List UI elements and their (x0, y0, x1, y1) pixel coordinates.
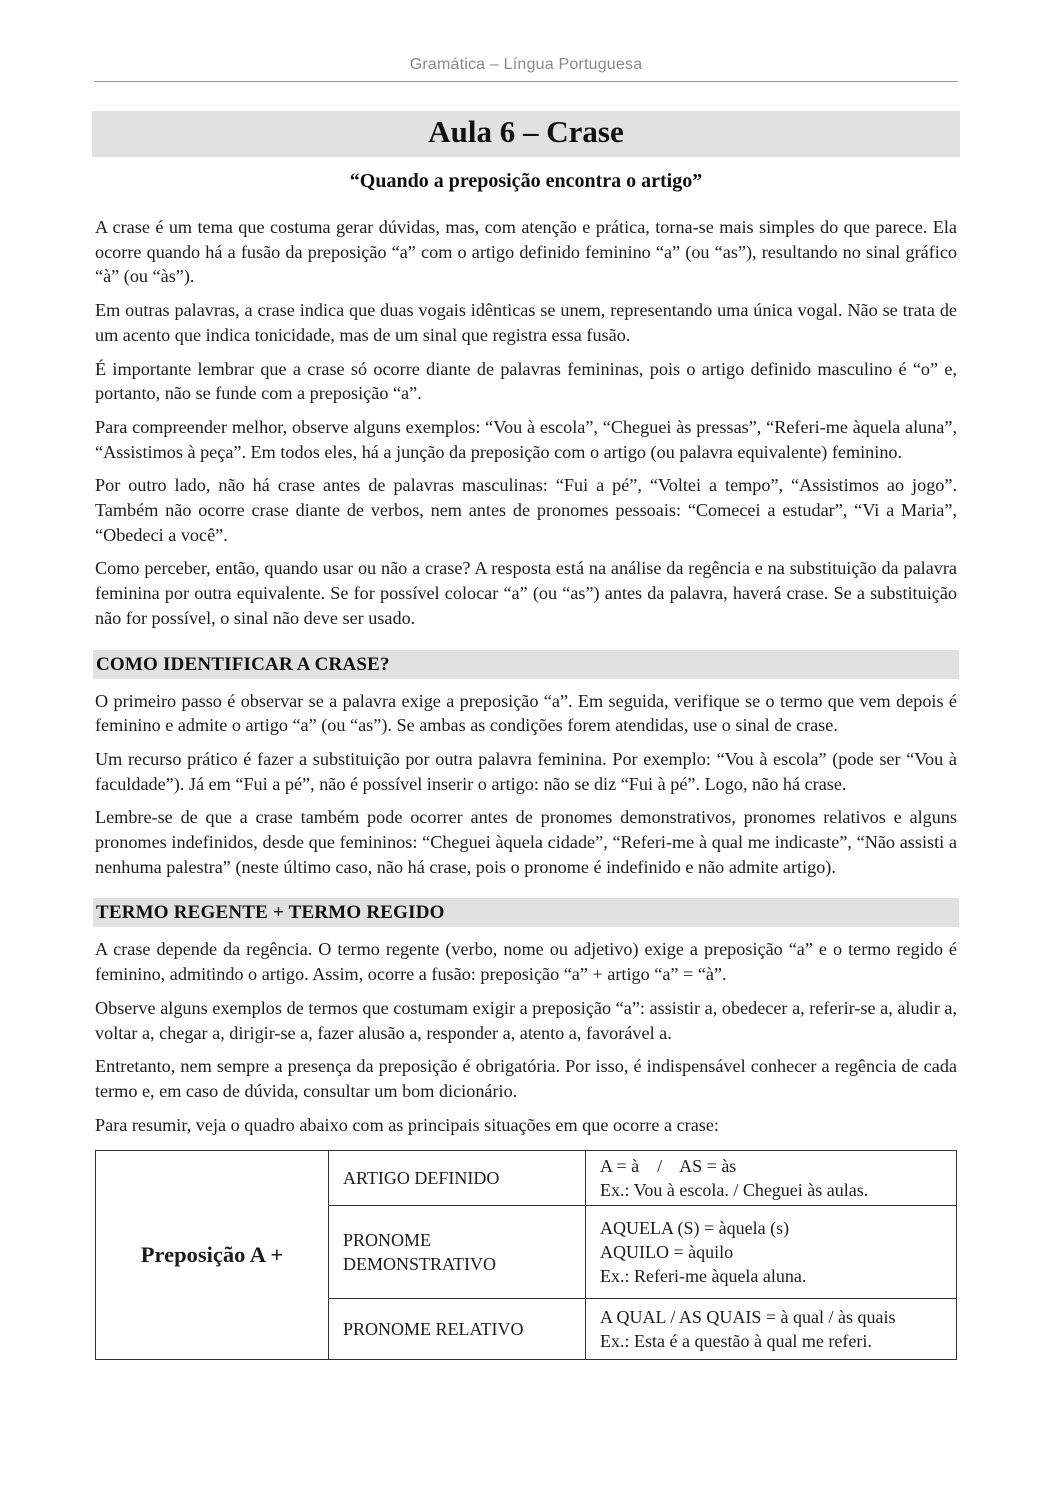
intro-paragraph: Como perceber, então, quando usar ou não a crase? A resposta está na análise da regência e na substituição da palavra feminina por outra equivalente. Se for possível colocar “a” (ou “as”) antes da palavra, haverá crase. Se a substituição não for possível, o sinal não deve ser usado. (95, 558, 957, 628)
kind-line: ARTIGO DEFINIDO (343, 1168, 500, 1189)
rule-line: Ex.: Vou à escola. / Cheguei às aulas. (600, 1180, 869, 1201)
lesson-title: Aula 6 – Crase (428, 114, 624, 149)
rule-line: Ex.: Esta é a questão à qual me referi. (600, 1331, 872, 1352)
intro-paragraph: Para compreender melhor, observe alguns exemplos: “Vou à escola”, “Cheguei às pressas”, “Referi-me àquela aluna”, “Assistimos à peça”. Em todos eles, há a junção da preposição com o artigo (ou palavra equivalente) feminino. (95, 416, 957, 462)
regencia-paragraph: A crase depende da regência. O termo regente (verbo, nome ou adjetivo) exige a preposição “a” e o termo regido é feminino, admitindo o artigo. Assim, ocorre a fusão: preposição “a” + artigo “a” = “à”. (95, 939, 957, 985)
header-rule (94, 81, 958, 82)
crase-summary-table (95, 1150, 957, 1360)
rule-line: AQUELA (S) = àquela (s) (600, 1218, 790, 1239)
intro-paragraph: Por outro lado, não há crase antes de palavras masculinas: “Fui a pé”, “Voltei a tempo”, “Assistimos ao jogo”. Também não ocorre crase diante de verbos, nem antes de pronomes pessoais: “Comecei a estudar”, “Vi a Maria”, “Obedeci a você”. (95, 475, 957, 545)
table-rule-cell (586, 1299, 957, 1360)
rule-line: A QUAL / AS QUAIS = à qual / às quais (600, 1307, 896, 1328)
lesson-body (95, 215, 957, 1360)
intro-paragraph: A crase é um tema que costuma gerar dúvidas, mas, com atenção e prática, torna-se mais simples do que parece. Ela ocorre quando há a fusão da preposição “a” com o artigo definido feminino “a” (ou “as”), resultando no sinal gráfico “à” (ou “às”). (95, 217, 957, 287)
table-lead-cell: Preposição A + (96, 1151, 329, 1360)
kind-line: DEMONSTRATIVO (343, 1254, 496, 1275)
regencia-paragraph: Para resumir, veja o quadro abaixo com as principais situações em que ocorre a crase: (95, 1114, 719, 1135)
table-row (96, 1151, 957, 1206)
section-heading-regencia: TERMO REGENTE + TERMO REGIDO (93, 898, 959, 927)
intro-paragraph: É importante lembrar que a crase só ocorre diante de palavras femininas, pois o artigo definido masculino é “o” e, portanto, não se funde com a preposição “a”. (95, 358, 957, 404)
running-header: Gramática – Língua Portuguesa (409, 56, 643, 73)
identify-paragraph: Lembre-se de que a crase também pode ocorrer antes de pronomes demonstrativos, pronomes relativos e alguns pronomes indefinidos, desde que femininos: “Cheguei àquela cidade”, “Referi-me à qual me indicaste”, “Não assisti a nenhuma palestra” (neste último caso, não há crase, pois o pronome é indefinido e não admite artigo). (95, 807, 957, 877)
intro-paragraph: Em outras palavras, a crase indica que duas vogais idênticas se unem, representando uma única vogal. Não se trata de um acento que indica tonicidade, mas de um sinal que registra essa fusão. (95, 300, 957, 345)
rule-line: A = à / AS = às (600, 1156, 737, 1177)
kind-line: PRONOME (343, 1230, 432, 1251)
identify-paragraph: O primeiro passo é observar se a palavra exige a preposição “a”. Em seguida, verifique se o termo que vem depois é feminino e admite o artigo “a” (ou “as”). Se ambas as condições forem atendidas, use o sinal de crase. (95, 690, 957, 736)
section-heading-identify: COMO IDENTIFICAR A CRASE? (93, 650, 959, 679)
kind-line: PRONOME RELATIVO (343, 1319, 524, 1340)
lesson-subtitle: “Quando a preposição encontra o artigo” (349, 170, 703, 192)
table-kind-cell (329, 1206, 586, 1299)
regencia-paragraph: Entretanto, nem sempre a presença da preposição é obrigatória. Por isso, é indispensável conhecer a regência de cada termo e, em caso de dúvida, consultar um bom dicionário. (95, 1056, 957, 1101)
identify-paragraph: Um recurso prático é fazer a substituição por outra palavra feminina. Por exemplo: “Vou à escola” (pode ser “Vou à faculdade”). Já em “Fui a pé”, não é possível inserir o artigo: não se diz “Fui à pé”. Logo, não há crase. (95, 748, 957, 794)
table-kind-cell (329, 1299, 586, 1360)
rule-line: Ex.: Referi-me àquela aluna. (600, 1266, 807, 1287)
table-rule-cell (586, 1206, 957, 1299)
rule-line: AQUILO = àquilo (600, 1242, 734, 1263)
table-rule-cell (586, 1151, 957, 1206)
table-kind-cell (329, 1151, 586, 1206)
regencia-paragraph: Observe alguns exemplos de termos que costumam exigir a preposição “a”: assistir a, obedecer a, referir-se a, aludir a, voltar a, chegar a, dirigir-se a, fazer alusão a, responder a, atento a, favorável a. (95, 997, 957, 1043)
